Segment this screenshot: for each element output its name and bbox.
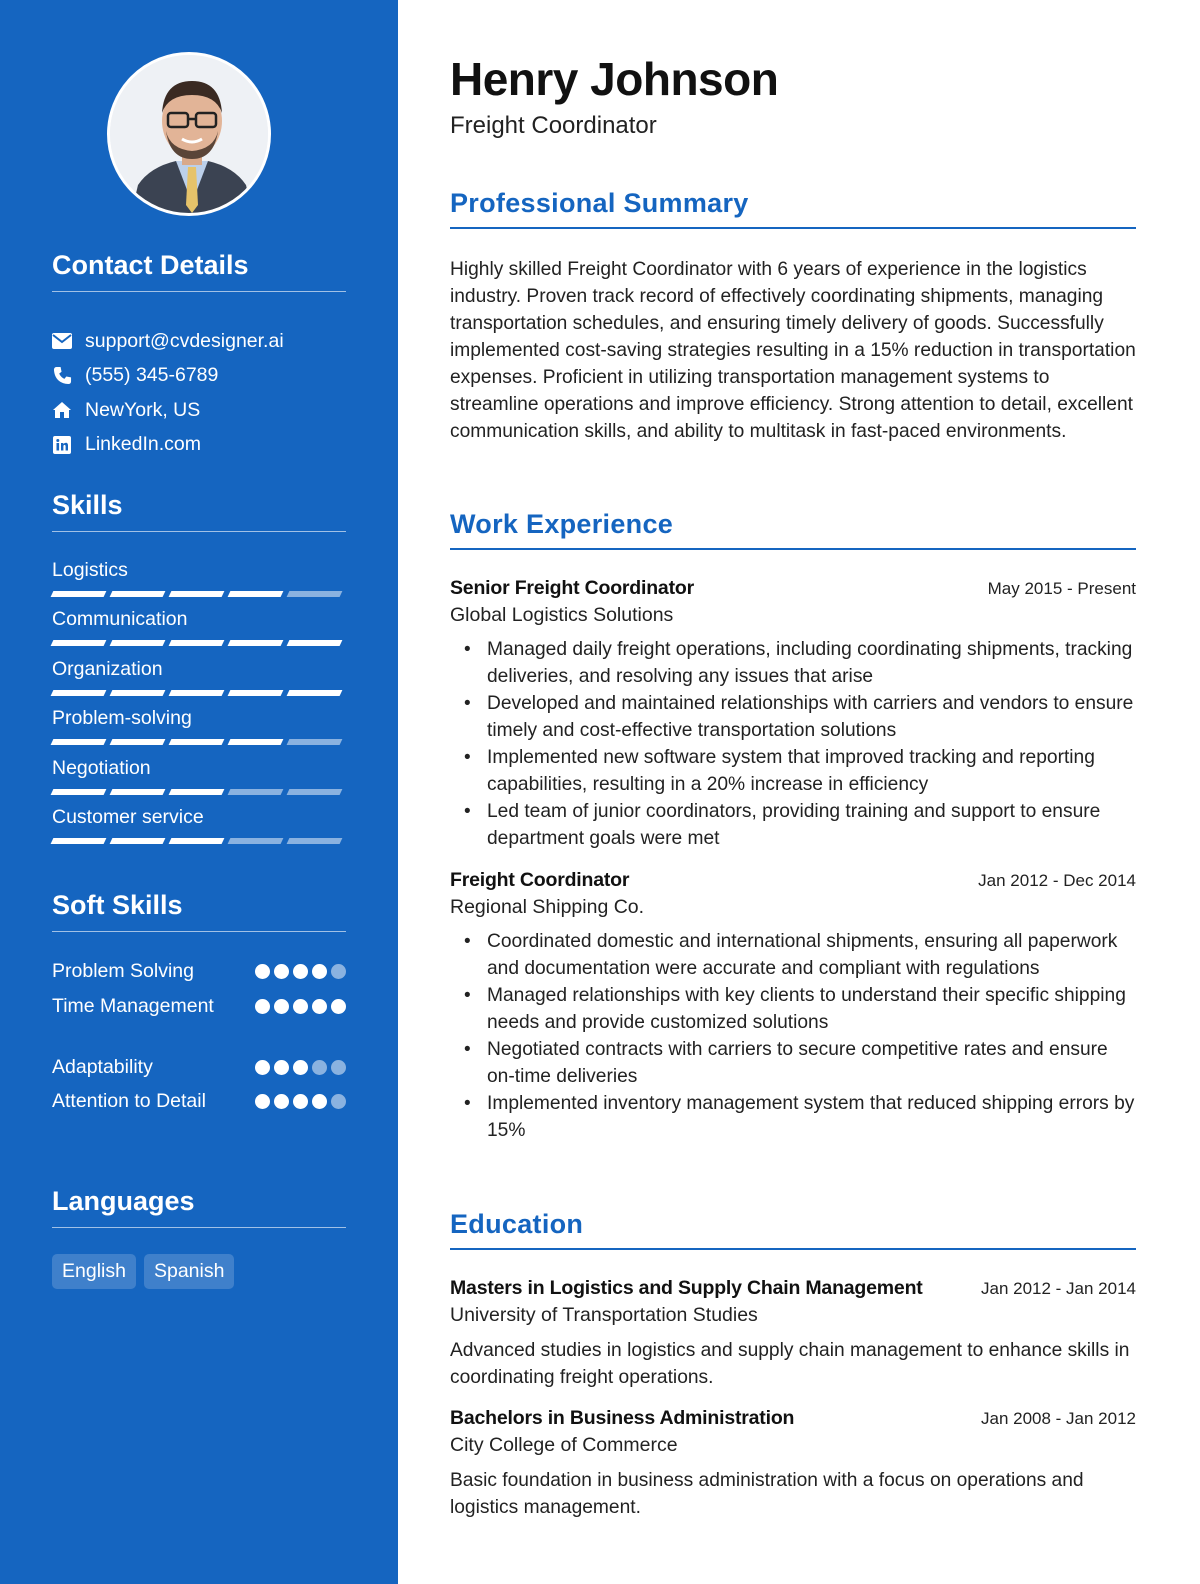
- soft-skills-title: Soft Skills: [52, 890, 346, 932]
- skill-level-segment: [110, 591, 166, 597]
- skill-level-segment: [51, 640, 107, 646]
- contact-location-text: NewYork, US: [85, 398, 201, 421]
- job-entry: [450, 869, 1136, 1144]
- candidate-role: Freight Coordinator: [450, 112, 657, 139]
- skill-level-segment: [228, 838, 284, 844]
- skill-level-segment: [169, 690, 225, 696]
- profile-photo: [107, 52, 271, 216]
- skill-level-bar: [52, 640, 346, 646]
- education-title: Education: [450, 1209, 1136, 1250]
- skill-level-segment: [287, 838, 343, 844]
- job-company: Global Logistics Solutions: [450, 604, 674, 626]
- job-bullet: • Managed daily freight operations, including coordinating shipments, tracking deliveries, and resolving any issues that arise: [450, 636, 1136, 690]
- job-dates: May 2015 - Present: [987, 579, 1136, 598]
- education-degree: Bachelors in Business Administration: [450, 1407, 795, 1429]
- home-icon: [52, 400, 72, 420]
- soft-skill-item: [52, 993, 346, 1054]
- skill-level-segment: [228, 640, 284, 646]
- education-entry: [450, 1407, 1136, 1521]
- education-description: Advanced studies in logistics and supply chain management to enhance skills in coordinating freight operations.: [450, 1340, 1130, 1388]
- education-dates: Jan 2008 - Jan 2012: [980, 1409, 1136, 1428]
- rating-dot: [331, 1060, 346, 1075]
- skill-level-segment: [51, 690, 107, 696]
- rating-dot: [255, 964, 270, 979]
- contact-section: [52, 250, 346, 462]
- rating-dot: [293, 999, 308, 1014]
- skill-item: [52, 558, 346, 607]
- skill-level-segment: [287, 690, 343, 696]
- envelope-icon: [52, 331, 72, 351]
- contact-phone[interactable]: [52, 359, 346, 394]
- contact-title: Contact Details: [52, 250, 346, 292]
- soft-skill-label: Attention to Detail: [52, 1090, 206, 1112]
- education-school: City College of Commerce: [450, 1434, 678, 1456]
- skill-level-bar: [52, 739, 346, 745]
- skill-level-bar: [52, 789, 346, 795]
- skills-title: Skills: [52, 490, 346, 532]
- soft-skill-item: [52, 958, 346, 993]
- contact-email[interactable]: [52, 324, 346, 359]
- education-degree: Masters in Logistics and Supply Chain Management: [450, 1277, 923, 1299]
- skill-level-bar: [52, 838, 346, 844]
- job-title: Senior Freight Coordinator: [450, 577, 694, 599]
- skill-label: Logistics: [52, 559, 128, 581]
- summary-text: Highly skilled Freight Coordinator with 6 years of experience in the logistics industry. Proven track record of effectively coordinating shipments, managing transportation schedules, and ensuring timely delivery of goods. Successfully implemented cost-saving strategies resulting in a 15% reduction in transportation expenses. Proficient in utilizing transportation management systems to streamline operations and improve efficiency. Strong attention to detail, excellent communication skills, and ability to multitask in fast-paced environments.: [450, 259, 1136, 442]
- skill-level-segment: [169, 739, 225, 745]
- summary-title: Professional Summary: [450, 188, 1136, 229]
- skill-label: Communication: [52, 608, 188, 631]
- rating-dot: [274, 1094, 289, 1109]
- rating-dot: [274, 964, 289, 979]
- contact-linkedin-text: LinkedIn.com: [85, 433, 201, 456]
- skill-level-segment: [110, 640, 166, 646]
- skill-level-segment: [228, 739, 284, 745]
- rating-dot: [255, 1094, 270, 1109]
- job-company: Regional Shipping Co.: [450, 896, 645, 918]
- profile-photo-illustration: [110, 55, 271, 216]
- rating-dot: [331, 1094, 346, 1109]
- education-dates: Jan 2012 - Jan 2014: [980, 1279, 1136, 1298]
- skill-item: [52, 607, 346, 656]
- skill-level-segment: [169, 838, 225, 844]
- rating-dot: [293, 1060, 308, 1075]
- education-school: University of Transportation Studies: [450, 1304, 758, 1326]
- rating-dot: [255, 999, 270, 1014]
- skill-level-segment: [110, 739, 166, 745]
- skill-level-segment: [51, 838, 107, 844]
- skills-section: [52, 490, 346, 854]
- skill-item: [52, 706, 346, 755]
- contact-location: [52, 393, 346, 428]
- skill-label: Customer service: [52, 805, 204, 828]
- skill-level-segment: [169, 591, 225, 597]
- education-entry: [450, 1277, 1136, 1391]
- skill-level-segment: [287, 591, 343, 597]
- soft-skills-section: [52, 890, 346, 1149]
- soft-skill-rating: [255, 999, 346, 1014]
- skill-level-segment: [287, 789, 343, 795]
- skill-item: [52, 756, 346, 805]
- job-bullet: • Implemented inventory management system that reduced shipping errors by 15%: [450, 1090, 1136, 1144]
- job-bullet: • Managed relationships with key clients to understand their specific shipping needs and provide customized solutions: [450, 982, 1136, 1036]
- skill-level-segment: [51, 739, 107, 745]
- skill-level-segment: [110, 838, 166, 844]
- skills-list: [52, 558, 346, 854]
- skill-level-segment: [228, 690, 284, 696]
- skill-level-segment: [110, 690, 166, 696]
- skill-level-segment: [169, 640, 225, 646]
- skill-level-segment: [228, 789, 284, 795]
- rating-dot: [274, 1060, 289, 1075]
- soft-skill-rating: [255, 964, 346, 979]
- linkedin-icon: [52, 435, 72, 455]
- rating-dot: [255, 1060, 270, 1075]
- skill-label: Negotiation: [52, 756, 151, 779]
- phone-icon: [52, 366, 72, 386]
- soft-skill-rating: [255, 1094, 346, 1109]
- education-description: Basic foundation in business administration with a focus on operations and logistics management.: [450, 1470, 1084, 1518]
- rating-dot: [274, 999, 289, 1014]
- languages-section: [52, 1186, 346, 1289]
- job-bullets: [450, 928, 1136, 1144]
- contact-phone-text: (555) 345-6789: [85, 364, 219, 387]
- rating-dot: [331, 964, 346, 979]
- skill-label: Problem-solving: [52, 707, 192, 730]
- rating-dot: [293, 1094, 308, 1109]
- language-badge-spanish: Spanish: [144, 1254, 234, 1289]
- skill-level-segment: [169, 789, 225, 795]
- soft-skill-item: [52, 1088, 346, 1149]
- experience-title: Work Experience: [450, 509, 1136, 550]
- sidebar: [0, 0, 398, 1584]
- job-entry: [450, 577, 1136, 852]
- skill-label: Organization: [52, 657, 163, 680]
- job-bullet: • Negotiated contracts with carriers to secure competitive rates and ensure on-time deliveries: [450, 1036, 1136, 1090]
- job-title: Freight Coordinator: [450, 869, 630, 891]
- skill-item: [52, 805, 346, 854]
- skill-level-segment: [228, 591, 284, 597]
- skill-level-bar: [52, 591, 346, 597]
- skill-level-segment: [287, 640, 343, 646]
- job-dates: Jan 2012 - Dec 2014: [978, 871, 1136, 890]
- skill-level-segment: [110, 789, 166, 795]
- skill-item: [52, 657, 346, 706]
- rating-dot: [331, 999, 346, 1014]
- skill-level-bar: [52, 690, 346, 696]
- job-bullet: • Coordinated domestic and international shipments, ensuring all paperwork and documentation were accurate and compliant with regulations: [450, 928, 1136, 982]
- rating-dot: [312, 1060, 327, 1075]
- soft-skill-label: Time Management: [52, 994, 214, 1017]
- candidate-name: Henry Johnson: [450, 53, 779, 105]
- soft-skill-label: Adaptability: [52, 1055, 153, 1078]
- job-bullet: • Implemented new software system that improved tracking and reporting capabilities, resulting in a 20% increase in efficiency: [450, 744, 1136, 798]
- contact-email-text: support@cvdesigner.ai: [85, 329, 284, 352]
- skill-level-segment: [51, 591, 107, 597]
- skill-level-segment: [51, 789, 107, 795]
- languages-title: Languages: [52, 1186, 346, 1228]
- job-bullets: [450, 636, 1136, 852]
- soft-skill-label: Problem Solving: [52, 960, 194, 982]
- rating-dot: [312, 1094, 327, 1109]
- soft-skill-rating: [255, 1060, 346, 1075]
- rating-dot: [312, 964, 327, 979]
- job-bullet: • Developed and maintained relationships with carriers and vendors to ensure timely and cost-effective transportation solutions: [450, 690, 1136, 744]
- language-badge-english: English: [52, 1254, 136, 1289]
- contact-linkedin[interactable]: [52, 428, 346, 463]
- job-bullet: • Led team of junior coordinators, providing training and support to ensure department goals were met: [450, 798, 1136, 852]
- rating-dot: [312, 999, 327, 1014]
- skill-level-segment: [287, 739, 343, 745]
- rating-dot: [293, 964, 308, 979]
- soft-skill-item: [52, 1054, 346, 1089]
